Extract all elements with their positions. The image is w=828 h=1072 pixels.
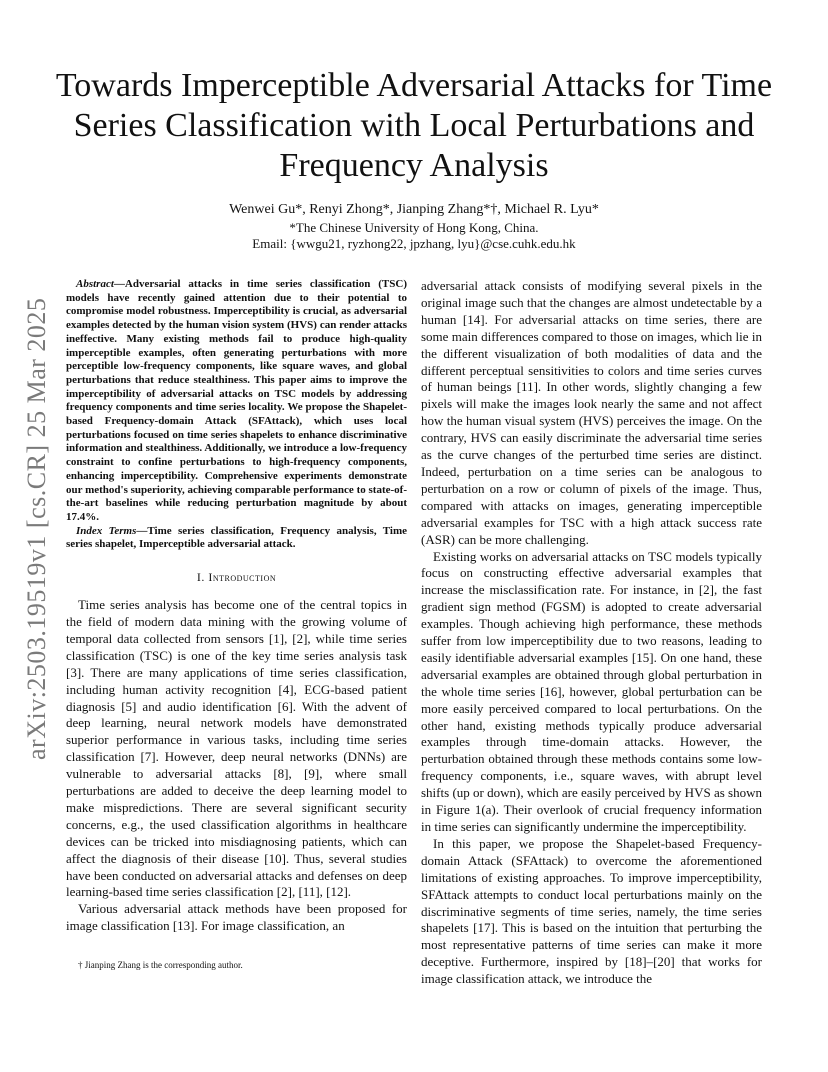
left-column (66, 278, 407, 935)
abstract (66, 278, 407, 525)
index-terms-label: Index Terms (76, 524, 137, 537)
abstract-label: Abstract (76, 278, 114, 290)
body-paragraph: Various adversarial attack methods have been proposed for image classification [13]. For image classification, an (66, 901, 407, 934)
body-paragraph: Time series analysis has become one of the central topics in the field of modern data mining with the growing volume of temporal data collected from sensors [1], [2], while time series classification (TSC) is one of the key time series analysis task [3]. There are many applications of time series classification, including human activity recognition [4], ECG-based patient diagnosis [5] and audio identification [6]. With the advent of deep learning, neural network models have demonstrated superior performance in various tasks, including time series classification [7]. However, deep neural networks (DNNs) are vulnerable to adversarial attacks [8], [9], where small perturbations are added to deceive the deep learning model to make mispredictions. There are several significant security concerns, e.g., the used classification algorithms in healthcare devices can be tricked into misdiagnosing patients, which can affect the diagnosis of their disease [10]. Thus, several studies have been conducted on adversarial attacks and defenses on deep learning-based time series classification [2], [11], [12]. (66, 597, 407, 900)
body-paragraph: adversarial attack consists of modifying several pixels in the original image such that the changes are almost undetectable by a human [14]. For adversarial attacks on time series, there are some main differences compared to those on images, which lie in the different visualization of both modalities of data and the different perceptual sensitivities to colors and time series curves of human beings [11]. In other words, slightly changing a few pixels will make the images look nearly the same and not affect how the human visual system (HVS) perceives the image. On the contrary, HVS can easily discriminate the adversarial time series as the curve changes of the perturbed time series are distinct. Indeed, perturbation on a time series can be analogous to perturbation on a row or column of pixels of the image. Thus, compared with attacks on images, generating imperceptible adversarial examples for TSC with a high attack success rate (ASR) can be more challenging. (421, 278, 762, 547)
body-paragraph: Existing works on adversarial attacks on TSC models typically focus on constructing effective adversarial examples that increase the misclassification rate. For instance, in [2], the fast gradient sign method (FGSM) is adopted to create adversarial examples. Though achieving high performance, these methods suffer from low imperceptibility due to two reasons, leading to easily identifiable adversarial examples [15]. On one hand, these adversarial examples are obtained through global perturbation in the whole time series [16], however, global perturbation can be more easily perceived compared to local perturbations. On the other hand, existing methods typically produce adversarial examples through time-domain attacks. However, the perturbation obtained through these methods contains some low-frequency components, i.e., square waves, with abrupt level shifts (up or down), which are easily perceived by HVS as shown in Figure 1(a). Their overlook of crucial frequency information in time series can significantly undermine the imperceptibility. (421, 548, 762, 834)
affiliation: *The Chinese University of Hong Kong, China. (289, 220, 539, 235)
arxiv-identifier: arXiv:2503.19519v1 [cs.CR] 25 Mar 2025 (22, 297, 51, 760)
paper-title: Towards Imperceptible Adversarial Attacks for Time Series Classification with Local Perturbations and Frequency Analysis (55, 67, 773, 184)
section-heading: I. Introduction (196, 570, 277, 585)
email-line: Email: {wwgu21, ryzhong22, jpzhang, lyu}@cse.cuhk.edu.hk (252, 236, 576, 251)
body-paragraph: In this paper, we propose the Shapelet-based Frequency-domain Attack (SFAttack) to overcome the aforementioned limitations of existing approaches. To improve imperceptibility, SFAttack attempts to conduct local perturbations mainly on the discriminative segments of time series, namely, the time series shapelets [17]. This is based on the intuition that perturbing the most representative patterns of time series can make it more deceptive. Furthermore, inspired by [18]–[20] that works for image classification attack, we introduce the (421, 835, 762, 987)
right-column (421, 278, 762, 988)
abstract-text: —Adversarial attacks in time series classification (TSC) models have recently gained attention due to their potential to compromise model robustness. Imperceptibility is crucial, as adversarial examples detected by the human vision system (HVS) can render attacks ineffective. Many existing methods fail to produce high-quality imperceptible examples, often generating perturbations with more perceptible low-frequency components, like square waves, and global perturbations that reduce stealthiness. This paper aims to improve the imperceptibility of adversarial attacks on TSC models by addressing frequency components and time series locality. We propose the Shapelet-based Frequency-domain Attack (SFAttack), which uses local perturbations focused on time series shapelets to enhance discriminative information and stealthiness. Additionally, we introduce a low-frequency constraint to confine perturbations to high-frequency components, enhancing imperceptibility. Comprehensive experiments demonstrate our method's superiority, achieving comparable performance to state-of-the-art baselines while reducing perturbation magnitude by about 17.4%. (66, 278, 407, 523)
index-terms-text: —Time series classification, Frequency analysis, Time series shapelet, Imperceptible adversarial attack. (66, 524, 407, 551)
index-terms (66, 525, 407, 552)
author-list: Wenwei Gu*, Renyi Zhong*, Jianping Zhang*†, Michael R. Lyu* (229, 202, 599, 217)
footnote: † Jianping Zhang is the corresponding author. (78, 960, 243, 970)
